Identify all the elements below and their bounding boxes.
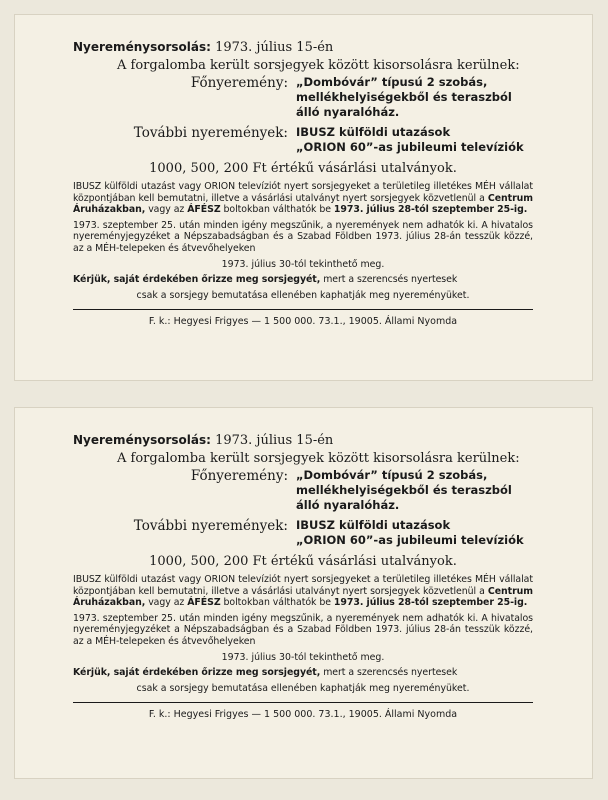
printer-footer: F. k.: Hegyesi Frigyes — 1 500 000. 73.1., 19005. Állami Nyomda [148,316,458,328]
deadline-paragraph [73,613,533,648]
redemption-text-b: Centrum Áruházakban, [73,585,533,609]
other-prize-travel: IBUSZ külföldi utazások [296,518,451,532]
keep-ticket-bold: Kérjük, saját érdekében őrizze meg sorsjegyét, [73,667,321,679]
deadline-last-line: 1973. július 30-tól tekinthető meg. [221,258,385,270]
keep-ticket-rest: mert a szerencsés nyertesek [323,274,458,286]
footer-rule [73,309,533,310]
redemption-text-d: ÁFÉSZ [187,204,221,216]
main-prize-row [73,75,533,120]
other-prizes-label: További nyeremények: [133,518,288,534]
intro-text: A forgalomba került sorsjegyek között kisorsolásra kerülnek: [117,58,520,73]
keep-ticket-paragraph [73,274,533,286]
redemption-text-f: 1973. július 28-tól szeptember 25-ig. [333,597,528,609]
ticket-card-top [15,15,592,380]
vouchers-text: 1000, 500, 200 Ft értékű vásárlási utalványok. [149,554,457,569]
redemption-paragraph [73,181,533,216]
ticket-card-bottom [15,408,592,778]
footer-rule [73,702,533,703]
redemption-paragraph [73,574,533,609]
printer-footer: F. k.: Hegyesi Frigyes — 1 500 000. 73.1., 19005. Állami Nyomda [148,709,458,721]
redemption-text-a: IBUSZ külföldi utazást vagy ORION televíziót nyert sorsjegyeket a területileg illetékes MÉH vállalat központjában kell bemutatni, illetve a vásárlási utalványt nyert sorsjegyek közvetlenül a [73,181,533,204]
other-prizes-row [73,125,533,155]
redemption-text-f: 1973. július 28-tól szeptember 25-ig. [333,204,528,216]
redemption-text-c: vagy az [148,204,185,216]
main-prize-text: „Dombóvár” típusú 2 szobás, mellékhelyiségekből és teraszból álló nyaralóház. [296,468,512,512]
draw-title [73,433,533,448]
other-prizes-text [296,518,531,548]
redemption-text-a: IBUSZ külföldi utazást vagy ORION televíziót nyert sorsjegyeket a területileg illetékes MÉH vállalat központjában kell bemutatni, illetve a vásárlási utalványt nyert sorsjegyek közvetlenül a [73,574,533,597]
main-prize-label: Főnyeremény: [190,468,288,484]
vouchers-text: 1000, 500, 200 Ft értékű vásárlási utalványok. [149,161,457,176]
keep-ticket-last: csak a sorsjegy bemutatása ellenében kaphatják meg nyereményüket. [136,289,470,301]
ticket-content [73,433,533,720]
keep-ticket-paragraph [73,667,533,679]
other-prize-tv: „ORION 60”-as jubileumi televíziók [296,140,524,154]
other-prizes-text [296,125,531,155]
draw-date: 1973. július 15-én [215,40,334,55]
deadline-last-line: 1973. július 30-tól tekinthető meg. [221,651,385,663]
redemption-text-e: boltokban válthatók be [223,597,331,609]
other-prizes-row [73,518,533,548]
keep-ticket-last: csak a sorsjegy bemutatása ellenében kaphatják meg nyereményüket. [136,682,470,694]
deadline-text: 1973. szeptember 25. után minden igény megszűnik, a nyeremények nem adhatók ki. A hivatalos nyereményjegyzéket a Népszabadságban és a Szabad Földben 1973. július 28-án tesszük közzé, az a MÉH-telepeken és átvevőhelyeken [73,219,533,254]
deadline-text: 1973. szeptember 25. után minden igény megszűnik, a nyeremények nem adhatók ki. A hivatalos nyereményjegyzéket a Népszabadságban és a Szabad Földben 1973. július 28-án tesszük közzé, az a MÉH-telepeken és átvevőhelyeken [73,612,533,647]
redemption-text-d: ÁFÉSZ [187,597,221,609]
intro-text: A forgalomba került sorsjegyek között kisorsolásra kerülnek: [117,451,520,466]
main-prize-row [73,468,533,513]
redemption-text-c: vagy az [148,597,185,609]
deadline-paragraph [73,220,533,255]
ticket-content [73,40,533,327]
redemption-text-b: Centrum Áruházakban, [73,192,533,216]
draw-title [73,40,533,55]
other-prizes-label: További nyeremények: [133,125,288,141]
keep-ticket-bold: Kérjük, saját érdekében őrizze meg sorsjegyét, [73,274,321,286]
main-prize-text: „Dombóvár” típusú 2 szobás, mellékhelyiségekből és teraszból álló nyaralóház. [296,75,512,119]
draw-title-label: Nyereménysorsolás: [73,433,211,447]
draw-date: 1973. július 15-én [215,433,334,448]
draw-title-label: Nyereménysorsolás: [73,40,211,54]
main-prize-label: Főnyeremény: [190,75,288,91]
other-prize-travel: IBUSZ külföldi utazások [296,125,451,139]
keep-ticket-rest: mert a szerencsés nyertesek [323,667,458,679]
other-prize-tv: „ORION 60”-as jubileumi televíziók [296,533,524,547]
redemption-text-e: boltokban válthatók be [223,204,331,216]
